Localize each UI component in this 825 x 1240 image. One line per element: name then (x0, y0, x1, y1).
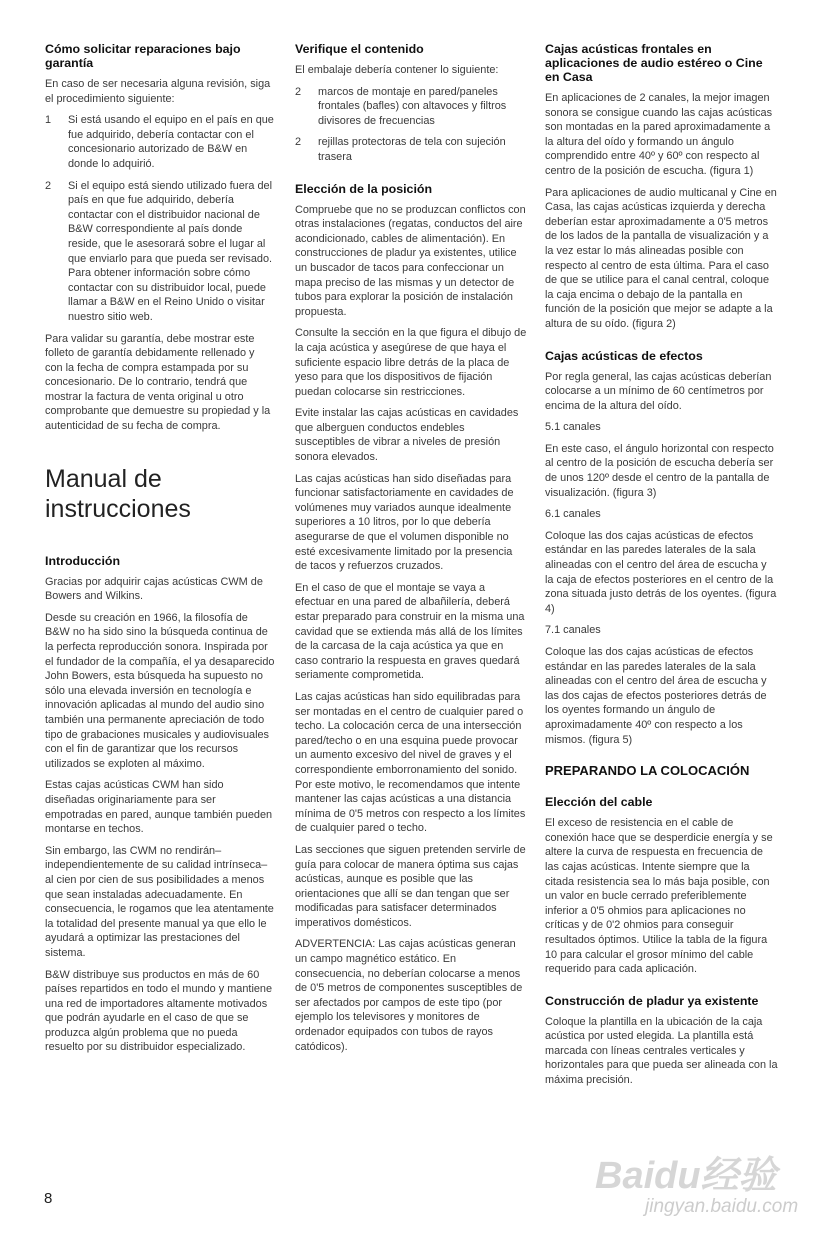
column-middle (295, 42, 527, 1061)
manual-title-line1: Manual de (45, 464, 162, 493)
intro-paragraph: Sin embargo, las CWM no rendirán–independientemente de su calidad intrínseca– al cien por cien de sus posibilidades a menos que sean instaladas adecuadamente. En consecuencia, le rogamos que lea atentamente la totalidad del presente manual ya que ello le ayudará a optimizar las prestaciones del sistema. (45, 844, 274, 959)
contents-item (295, 135, 527, 164)
position-paragraph: Compruebe que no se produzcan conflictos con otras instalaciones (regatas, conductos del aire acondicionado, cables de alimentación). En construcciones de pladur ya existentes, utilice un buscador de tacos para confeccionar un mapa preciso de las mismas y un detector de tubos para explorar la posición de instalación propuesta. (295, 203, 526, 318)
intro-paragraph: Estas cajas acústicas CWM han sido diseñadas originariamente para ser empotradas en pared, aunque también pueden montarse en techos. (45, 779, 273, 836)
contents-heading: Verifique el contenido (295, 42, 424, 56)
item-text: marcos de montaje en pared/paneles frontales (bafles) con altavoces y filtros divisores de frecuencias (318, 85, 507, 127)
effects-subhead: 6.1 canales (545, 508, 601, 521)
manual-title (45, 464, 275, 524)
cable-paragraph: El exceso de resistencia en el cable de conexión hace que se desperdicie energía y se altere la curva de respuesta en frecuencia de las cajas acústicas. Intente siempre que la citada resistencia sea lo más baja posible, con un valor en bucle cerrado preferiblemente inferior a 0'5 ohmios para aplicaciones no críticas y de 0'2 ohmios para conseguir resultados óptimos. Utilice la tabla de la figura 10 para calcular el grosor mínimo del cable requerido para cada aplicación. (545, 817, 773, 976)
column-right (545, 42, 778, 1095)
item-text: rejillas protectoras de tela con sujeción trasera (318, 136, 506, 163)
prep-heading: PREPARANDO LA COLOCACIÓN (545, 763, 750, 779)
warranty-heading: Cómo solicitar reparaciones bajo garantía (45, 42, 241, 70)
manual-title-line2: instrucciones (45, 494, 191, 523)
intro-paragraph: B&W distribuye sus productos en más de 60 países repartidos en todo el mundo y mantiene una red de importadores altamente motivados que podrán ayudarle en el caso de que se produzca algún problema que no pueda resuelto por su distribuidor especializado. (45, 968, 273, 1054)
item-text: Si está usando el equipo en el país en que fue adquirido, debería contactar con el concesionario autorizado de B&W en donde lo adquirió. (68, 114, 274, 170)
cable-heading: Elección del cable (545, 795, 653, 810)
warning-paragraph: ADVERTENCIA: Las cajas acústicas generan un campo magnético estático. En consecuencia, no deberían colocarse a menos de 0'5 metros de componentes susceptibles de ser afectados por campos de este tipo (por ejemplo los televisores y monitores de ordenador equipados con tubos de rayos catódicos). (295, 938, 523, 1053)
drywall-heading: Construcción de pladur ya existente (545, 993, 759, 1008)
position-paragraph: Las secciones que siguen pretenden servirle de guía para colocar de manera óptima sus cajas acústicas, aunque es posible que las orientaciones que allí se dan tengan que ser modificadas para satisfacer determinados imperativos domésticos. (295, 843, 526, 929)
warranty-item (45, 113, 275, 171)
warranty-item (45, 179, 275, 325)
effects-heading: Cajas acústicas de efectos (545, 348, 703, 363)
page-number: 8 (44, 1190, 53, 1207)
warranty-validate: Para validar su garantía, debe mostrar este folleto de garantía debidamente rellenado y con la fecha de compra estampada por su concesionario. De lo contrario, tendrá que mostrar la factura de venta original u otro comprobante que demuestre su propiedad y la autenticidad de su fecha de compra. (45, 332, 271, 433)
effects-subhead: 7.1 canales (545, 624, 601, 637)
front-paragraph: En aplicaciones de 2 canales, la mejor imagen sonora se consigue cuando las cajas acústicas son montadas en la pared aproximadamente a la altura del oído y formando un ángulo comprendido entre 40º y 60º con respecto al centro de la posición de escucha. (figura 1) (545, 92, 773, 177)
watermark-logo: Baidu经验 (595, 1155, 777, 1197)
position-paragraph: Las cajas acústicas han sido diseñadas para funcionar satisfactoriamente en cavidades de volúmenes muy variados aunque idealmente superiores a 10 litros, por lo que debería asegurarse de que el volumen disponible no esté excesivamente limitado por la presencia de tacos y refuerzos cruzados. (295, 472, 514, 573)
effects-paragraph: Coloque las dos cajas acústicas de efectos estándar en las paredes laterales de la sala alineadas con el centro del área de escucha y la caja de efectos posteriores en el centro de la zona situada justo detrás de los oyentes. (figura 4) (545, 529, 777, 615)
intro-paragraph: Gracias por adquirir cajas acústicas CWM de Bowers and Wilkins. (45, 575, 263, 603)
column-left (45, 42, 275, 1062)
item-number: 2 (45, 179, 52, 192)
drywall-paragraph: Coloque la plantilla en la ubicación de la caja acústica por usted elegida. La plantilla está marcada con líneas centrales verticales y horizontales para que pueda ser alineada con la máxima precisión. (545, 1015, 778, 1087)
position-paragraph: Consulte la sección en la que figura el dibujo de la caja acústica y asegúrese de que haya el suficiente espacio libre detrás de la placa de yeso para que los dispositivos de fijación puedan colocarse sin restricciones. (295, 327, 527, 398)
watermark (585, 1138, 805, 1230)
effects-paragraph: Coloque las dos cajas acústicas de efectos estándar en las paredes laterales de la sala alineadas con el centro del área de escucha y las dos cajas de efectos posteriores detrás de los oyentes formando un ángulo de aproximadamente 40º con respecto a los mismos. (figura 5) (545, 646, 767, 746)
warranty-intro: En caso de ser necesaria alguna revisión, siga el procedimiento siguiente: (45, 78, 271, 105)
intro-paragraph: Desde su creación en 1966, la filosofía de B&W no ha sido sino la búsqueda continua de la perfecta reproducción sonora. Inspirada por el fundador de la compañía, el ya desaparecido John Bowers, esta búsqueda ha supuesto no sólo una elevada inversión en tecnología e innovación aplicadas al mundo del audio sino también una permanente apreciación de todo tipo de grabaciones musicales y audiovisuales con el fin de garantizar que los recursos utilizados se exploten al máximo. (45, 611, 275, 770)
intro-heading: Introducción (45, 553, 121, 568)
item-number: 2 (295, 85, 302, 98)
contents-intro: El embalaje debería contener lo siguiente: (295, 64, 499, 76)
item-number: 1 (45, 114, 52, 127)
front-speakers-heading: Cajas acústicas frontales en aplicaciones de audio estéreo o Cine en Casa (545, 42, 763, 84)
item-text: Si el equipo está siendo utilizado fuera del país en que fue adquirido, debería contactar con el distribuidor nacional de B&W correspondiente al país donde reside, que le asesorará sobre el lugar al que enviarlo para que pueda ser revisado. Para obtener información sobre cómo contactar con su distribuidor local, puede llamar a B&W en el Reino Unido o visitar nuestro sitio web. (68, 179, 273, 323)
position-paragraph: En el caso de que el montaje se vaya a efectuar en una pared de albañilería, deberá estar preparado para construir en la misma una cavidad que se extienda más allá de los límites de la carcasa de la caja acústica ya que en caso contrario la respuesta en graves quedará seriamente comprometida. (295, 581, 525, 682)
front-paragraph: Para aplicaciones de audio multicanal y Cine en Casa, las cajas acústicas izquierda y derecha deberían estar aproximadamente a 0'5 metros de los lados de la pantalla de visualización y a la vez estar lo más alineadas posible con respecto al centro de esta última. Para el caso de que se utilice para el canal central, coloque la caja encima o debajo de la pantalla en función de la posición que mejor se adapte a la altura de su oído. (figura 2) (545, 186, 777, 330)
effects-paragraph: En este caso, el ángulo horizontal con respecto al centro de la posición de escucha debería ser de unos 120º desde el centro de la pantalla de visualización. (figura 3) (545, 442, 774, 499)
item-number: 2 (295, 136, 302, 149)
position-paragraph: Las cajas acústicas han sido equilibradas para ser montadas en el centro de cualquier pared o techo. La colocación cerca de una intersección pared/techo o en una esquina puede provocar un aumento excesivo del nivel de graves y el correspondiente emborronamiento del sonido. Por este motivo, le recomendamos que intente mantener las cajas acústicas a una distancia mínima de 0'5 metros con respecto a los límites de cualquier pared o techo. (295, 690, 526, 835)
watermark-url: jingyan.baidu.com (645, 1196, 799, 1217)
position-heading: Elección de la posición (295, 181, 433, 196)
effects-paragraph: Por regla general, las cajas acústicas deberían colocarse a un mínimo de 60 centímetros por encima de la altura del oído. (545, 370, 772, 412)
effects-subhead: 5.1 canales (545, 421, 601, 434)
position-paragraph: Evite instalar las cajas acústicas en cavidades que alberguen conductos endebles susceptibles de vibrar a niveles de presión sonora elevados. (295, 407, 519, 464)
contents-item (295, 85, 527, 129)
